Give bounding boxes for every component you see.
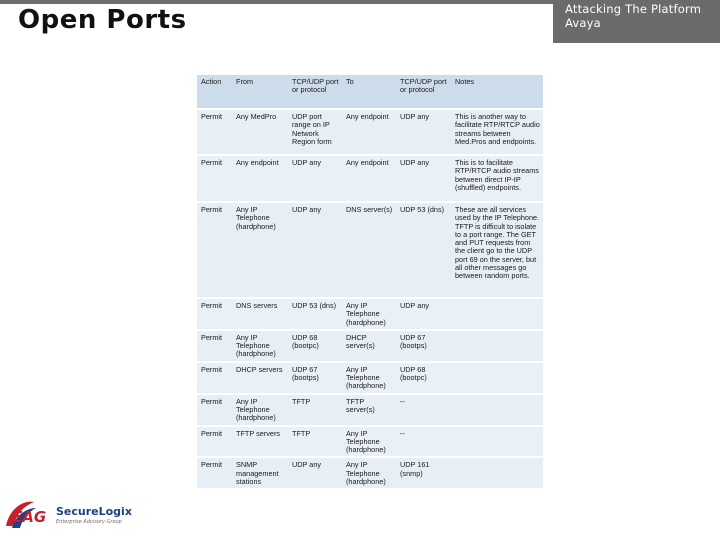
table-cell: Permit bbox=[197, 298, 232, 330]
table-cell: TFTP bbox=[288, 426, 342, 458]
table-cell: Any endpoint bbox=[342, 155, 396, 202]
table-cell: Permit bbox=[197, 362, 232, 394]
table-row bbox=[197, 457, 543, 489]
table-cell: UDP any bbox=[288, 155, 342, 202]
table-cell: UDP 53 (dns) bbox=[288, 298, 342, 330]
table-cell: UDP 67 (bootps) bbox=[396, 330, 451, 362]
table-cell: DHCP servers bbox=[232, 362, 288, 394]
ports-table-container bbox=[197, 75, 543, 490]
table-cell: This is another way to facilitate RTP/RTCP audio streams between Med.Pros and endpoints. bbox=[451, 109, 543, 155]
header-title-line-2: Avaya bbox=[565, 16, 601, 30]
header-banner bbox=[553, 0, 720, 43]
table-cell: SNMP management stations bbox=[232, 457, 288, 489]
column-header: TCP/UDP port or protocol bbox=[396, 75, 451, 109]
table-cell: UDP any bbox=[288, 202, 342, 298]
table-cell: UDP 68 (bootpc) bbox=[288, 330, 342, 362]
table-cell: Any IP Telephone (hardphone) bbox=[342, 426, 396, 458]
table-cell: These are all services used by the IP Telephone. TFTP is difficult to isolate to a port range. The GET and PUT requests from the client go to the UDP port 69 on the server, but all other messages go between random ports. bbox=[451, 202, 543, 298]
column-header: TCP/UDP port or protocol bbox=[288, 75, 342, 109]
eag-securelogix-logo bbox=[4, 498, 136, 532]
table-cell: UDP port range on IP Network Region form bbox=[288, 109, 342, 155]
column-header: To bbox=[342, 75, 396, 109]
table-row bbox=[197, 109, 543, 155]
table-cell: DHCP server(s) bbox=[342, 330, 396, 362]
logo-brand-mark: EAG bbox=[12, 508, 47, 526]
table-header-row bbox=[197, 75, 543, 109]
table-cell: UDP 67 (bootps) bbox=[288, 362, 342, 394]
table-cell: UDP any bbox=[396, 298, 451, 330]
table-cell: Any IP Telephone (hardphone) bbox=[232, 202, 288, 298]
table-cell: Permit bbox=[197, 426, 232, 458]
table-cell: TFTP server(s) bbox=[342, 394, 396, 426]
table-cell: UDP any bbox=[396, 155, 451, 202]
table-row bbox=[197, 362, 543, 394]
table-cell: UDP 53 (dns) bbox=[396, 202, 451, 298]
table-cell: UDP 68 (bootpc) bbox=[396, 362, 451, 394]
table-cell: DNS servers bbox=[232, 298, 288, 330]
table-cell: Permit bbox=[197, 109, 232, 155]
table-cell: This is to facilitate RTP/RTCP audio streams between direct IP-IP (shuffled) endpoints. bbox=[451, 155, 543, 202]
table-cell: Permit bbox=[197, 330, 232, 362]
table-row bbox=[197, 394, 543, 426]
table-row bbox=[197, 298, 543, 330]
table-cell: Permit bbox=[197, 394, 232, 426]
table-cell: Any IP Telephone (hardphone) bbox=[232, 330, 288, 362]
table-cell: UDP any bbox=[288, 457, 342, 489]
table-cell: Any endpoint bbox=[232, 155, 288, 202]
table-cell: Any endpoint bbox=[342, 109, 396, 155]
table-cell: UDP 161 (snmp) bbox=[396, 457, 451, 489]
table-cell: Any MedPro bbox=[232, 109, 288, 155]
column-header: Action bbox=[197, 75, 232, 109]
header-title bbox=[565, 2, 718, 30]
table-cell bbox=[451, 362, 543, 394]
table-cell: Any IP Telephone (hardphone) bbox=[232, 394, 288, 426]
column-header: Notes bbox=[451, 75, 543, 109]
table-cell: -- bbox=[396, 426, 451, 458]
logo-graphic bbox=[4, 498, 136, 532]
table-cell: Permit bbox=[197, 155, 232, 202]
open-ports-table bbox=[197, 75, 543, 490]
table-cell: Permit bbox=[197, 202, 232, 298]
table-cell bbox=[451, 457, 543, 489]
table-cell bbox=[451, 394, 543, 426]
table-row bbox=[197, 202, 543, 298]
table-cell: TFTP servers bbox=[232, 426, 288, 458]
logo-brand-name: SecureLogix bbox=[56, 505, 132, 518]
logo-tagline: Enterprise Advisory Group bbox=[56, 519, 122, 525]
header-title-line-1: Attacking The Platform bbox=[565, 2, 702, 16]
table-cell: Any IP Telephone (hardphone) bbox=[342, 362, 396, 394]
table-cell: Permit bbox=[197, 457, 232, 489]
table-cell: TFTP bbox=[288, 394, 342, 426]
table-cell: Any IP Telephone (hardphone) bbox=[342, 298, 396, 330]
table-cell: DNS server(s) bbox=[342, 202, 396, 298]
table-cell bbox=[451, 426, 543, 458]
table-cell bbox=[451, 298, 543, 330]
table-cell bbox=[451, 330, 543, 362]
table-cell: UDP any bbox=[396, 109, 451, 155]
column-header: From bbox=[232, 75, 288, 109]
table-row bbox=[197, 330, 543, 362]
page-title: Open Ports bbox=[18, 5, 187, 35]
table-row bbox=[197, 155, 543, 202]
table-cell: Any IP Telephone (hardphone) bbox=[342, 457, 396, 489]
table-row bbox=[197, 426, 543, 458]
table-cell: -- bbox=[396, 394, 451, 426]
